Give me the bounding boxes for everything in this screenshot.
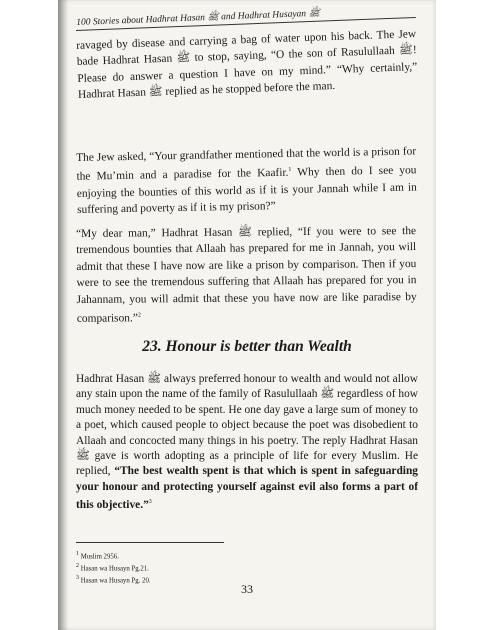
- paragraph-1: ravaged by disease and carrying a bag of water upon his back. The Jew bade Hadhrat Hasan ﷺ to stop, saying, “O the son of Rasulullaah ﷺ! Please do answer a question I have on my mind.” “Why certainly,” Hadhrat Hasan ﷺ replied as he stopped before the man.: [76, 28, 418, 102]
- footnote-2-marker: 2: [76, 562, 79, 569]
- paragraph-2-rest: Why then do I see you enjoying the bounties of this world as if it is your Jannah while I am in suffering and poverty as if it is my prison?”: [76, 164, 417, 217]
- paragraph-4-quote: “The best wealth spent is that which is spent in safeguarding your honour and protecting yourself against evil also forms a part of this objective.”: [76, 465, 418, 512]
- section-heading: 23. Honour is better than Wealth: [142, 338, 352, 355]
- paragraph-2-block: [76, 143, 417, 218]
- footnote-1-marker: 1: [76, 551, 79, 557]
- paragraph-3-text: “My dear man,” Hadhrat Hasan ﷺ replied, “If you were to see the tremendous bounties that Allaah has prepared for me in Jannah, you will admit that these I have now are like a prison by comparison. Then if you were to see the tremendous suffering that Allaah has prepared for you in Jahannam, you will admit that these you have now are like paradise by comparison.”: [76, 225, 417, 325]
- footnote-marker-1: 1: [288, 167, 292, 174]
- footnote-2: [76, 562, 276, 574]
- paragraph-4: [76, 372, 418, 513]
- paragraph-2-text: The Jew asked, “Your grandfather mentioned that the world is a prison for the Mu’min and a paradise for the Kaafir.: [76, 145, 417, 184]
- paragraph-1-block: [76, 26, 418, 103]
- page-number: 33: [241, 582, 253, 596]
- footnotes: [76, 550, 276, 586]
- paragraph-4-text: Hadhrat Hasan ﷺ always preferred honour to wealth and would not allow any stain upon the name of the family of Rasulullaah ﷺ regardless of how much money needed to be spent. He one day gave a large sum of money to a poet, which caused people to object because the poet was disobedient to Allaah and concocted many things in his poetry. The reply Hadhrat Hasan ﷺ gave is worth adopting as a principle of life for every Muslim. He replied,: [76, 373, 418, 478]
- footnote-rule: [76, 542, 224, 543]
- paragraph-4-block: [76, 372, 418, 513]
- paragraph-2: [76, 143, 417, 218]
- paragraph-3: [76, 223, 417, 327]
- footnote-1-text: Muslim 2956.: [80, 553, 119, 561]
- book-page: [58, 0, 436, 630]
- running-header: 100 Stories about Hadhrat Hasan ﷺ and Hadhrat Husayan ﷺ: [76, 8, 321, 28]
- footnote-2-text: Hasan wa Husayn Pg.21.: [80, 565, 149, 573]
- footnote-marker-3: 3: [148, 499, 152, 506]
- footnote-1: [76, 550, 276, 562]
- footnote-marker-2: 2: [137, 312, 141, 319]
- footnote-3-marker: 3: [76, 574, 79, 581]
- footnote-3-text: Hasan wa Husayn Pg. 20.: [80, 576, 151, 584]
- paragraph-3-block: [76, 223, 417, 327]
